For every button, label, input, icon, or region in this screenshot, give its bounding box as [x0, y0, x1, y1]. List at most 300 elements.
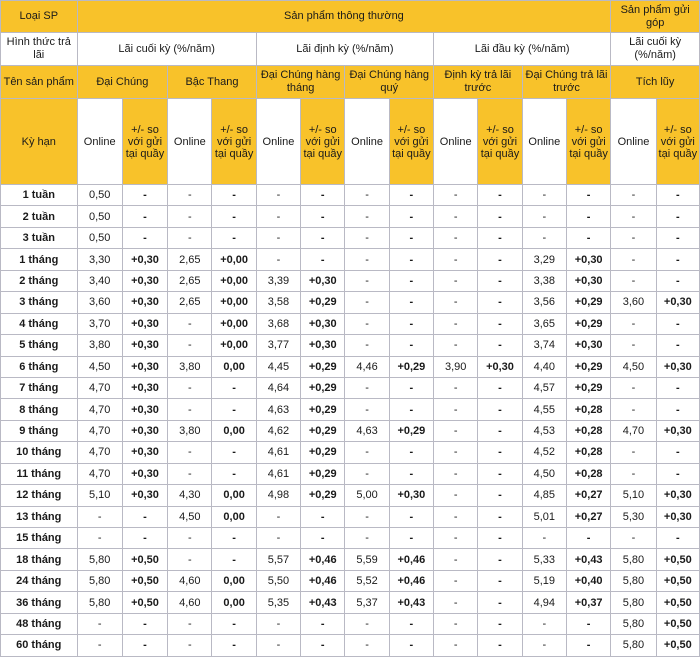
rate-cell: -: [522, 635, 566, 656]
diff-cell: +0,40: [566, 570, 610, 591]
diff-cell: -: [656, 185, 699, 206]
diff-cell: +0,29: [301, 377, 345, 398]
rate-cell: 4,85: [522, 485, 566, 506]
rate-cell: -: [434, 485, 478, 506]
diff-header: +/- so với gửi tại quầy: [656, 99, 699, 185]
diff-cell: -: [122, 635, 167, 656]
diff-cell: -: [478, 313, 522, 334]
diff-cell: +0,30: [301, 335, 345, 356]
rate-cell: 5,80: [77, 570, 122, 591]
diff-cell: +0,27: [566, 485, 610, 506]
rate-cell: -: [434, 249, 478, 270]
rate-cell: 4,70: [77, 442, 122, 463]
diff-cell: -: [212, 227, 256, 248]
diff-cell: +0,30: [122, 270, 167, 291]
diff-cell: +0,30: [122, 442, 167, 463]
diff-cell: +0,29: [301, 292, 345, 313]
table-row: [1, 206, 700, 227]
diff-cell: +0,46: [301, 570, 345, 591]
diff-cell: +0,29: [301, 420, 345, 441]
diff-header: +/- so với gửi tại quầy: [212, 99, 256, 185]
diff-cell: -: [478, 227, 522, 248]
diff-cell: -: [478, 549, 522, 570]
term-cell: 10 tháng: [1, 442, 78, 463]
rate-cell: -: [345, 463, 389, 484]
diff-cell: -: [478, 377, 522, 398]
rate-cell: -: [168, 335, 212, 356]
rate-cell: 4,52: [522, 442, 566, 463]
diff-cell: -: [478, 185, 522, 206]
diff-cell: -: [389, 313, 433, 334]
rate-cell: -: [256, 528, 300, 549]
diff-cell: -: [656, 399, 699, 420]
rate-cell: 3,30: [77, 249, 122, 270]
rate-cell: -: [256, 613, 300, 634]
rate-cell: -: [345, 377, 389, 398]
rate-cell: 5,19: [522, 570, 566, 591]
rate-cell: -: [611, 249, 656, 270]
diff-cell: -: [301, 635, 345, 656]
rate-cell: -: [611, 270, 656, 291]
diff-cell: -: [301, 613, 345, 634]
rate-cell: -: [434, 549, 478, 570]
online-header: Online: [434, 99, 478, 185]
diff-cell: -: [478, 635, 522, 656]
diff-cell: -: [478, 249, 522, 270]
diff-cell: 0,00: [212, 570, 256, 591]
diff-cell: +0,30: [566, 270, 610, 291]
rate-cell: -: [345, 292, 389, 313]
rate-cell: -: [345, 206, 389, 227]
term-cell: 60 tháng: [1, 635, 78, 656]
diff-cell: 0,00: [212, 506, 256, 527]
diff-cell: +0,30: [656, 506, 699, 527]
diff-cell: +0,50: [656, 613, 699, 634]
product-tich-luy: Tích lũy: [611, 66, 700, 99]
rate-cell: -: [345, 249, 389, 270]
rate-cell: -: [345, 528, 389, 549]
diff-cell: -: [478, 506, 522, 527]
rate-cell: 5,52: [345, 570, 389, 591]
diff-cell: +0,46: [301, 549, 345, 570]
diff-cell: -: [478, 570, 522, 591]
rate-cell: 4,46: [345, 356, 389, 377]
diff-cell: -: [656, 377, 699, 398]
rate-cell: -: [345, 442, 389, 463]
term-cell: 1 tháng: [1, 249, 78, 270]
rate-cell: 4,60: [168, 592, 212, 613]
diff-cell: -: [389, 292, 433, 313]
diff-cell: -: [301, 506, 345, 527]
table-row: [1, 463, 700, 484]
diff-cell: +0,43: [301, 592, 345, 613]
table-row: [1, 528, 700, 549]
diff-cell: -: [212, 528, 256, 549]
diff-cell: +0,50: [122, 570, 167, 591]
term-cell: 1 tuần: [1, 185, 78, 206]
rate-cell: 5,00: [345, 485, 389, 506]
rate-cell: 3,80: [77, 335, 122, 356]
diff-cell: +0,29: [301, 485, 345, 506]
product-dai-chung-quarterly: Đại Chúng hàng quý: [345, 66, 434, 99]
diff-cell: -: [212, 463, 256, 484]
rate-cell: 5,59: [345, 549, 389, 570]
diff-cell: -: [478, 528, 522, 549]
interest-upfront-header: Lãi đầu kỳ (%/năm): [434, 33, 611, 66]
diff-cell: +0,29: [301, 356, 345, 377]
rate-cell: -: [256, 249, 300, 270]
diff-cell: -: [478, 270, 522, 291]
diff-header: +/- so với gửi tại quầy: [301, 99, 345, 185]
rate-cell: -: [611, 185, 656, 206]
rate-cell: 4,61: [256, 463, 300, 484]
rate-cell: -: [434, 270, 478, 291]
table-row: [1, 635, 700, 656]
diff-cell: -: [212, 635, 256, 656]
diff-cell: +0,30: [478, 356, 522, 377]
diff-cell: +0,00: [212, 335, 256, 356]
rate-cell: -: [168, 528, 212, 549]
table-row: [1, 442, 700, 463]
rate-cell: 2,65: [168, 292, 212, 313]
diff-cell: +0,30: [122, 292, 167, 313]
diff-cell: 0,00: [212, 356, 256, 377]
rate-cell: 3,65: [522, 313, 566, 334]
diff-cell: -: [566, 635, 610, 656]
rate-cell: -: [256, 506, 300, 527]
term-cell: 12 tháng: [1, 485, 78, 506]
diff-cell: +0,30: [656, 292, 699, 313]
diff-header: +/- so với gửi tại quầy: [478, 99, 522, 185]
diff-cell: -: [301, 206, 345, 227]
term-cell: 9 tháng: [1, 420, 78, 441]
rate-cell: -: [168, 613, 212, 634]
diff-cell: -: [478, 442, 522, 463]
rate-cell: 4,63: [345, 420, 389, 441]
diff-cell: -: [566, 613, 610, 634]
rate-cell: -: [522, 528, 566, 549]
rate-cell: 4,30: [168, 485, 212, 506]
table-row: [1, 613, 700, 634]
rate-cell: 5,50: [256, 570, 300, 591]
rate-cell: -: [168, 399, 212, 420]
rate-cell: 4,64: [256, 377, 300, 398]
rate-cell: -: [611, 528, 656, 549]
diff-cell: -: [566, 227, 610, 248]
rate-cell: 5,10: [611, 485, 656, 506]
diff-cell: +0,30: [566, 335, 610, 356]
rate-cell: 3,60: [611, 292, 656, 313]
term-cell: 6 tháng: [1, 356, 78, 377]
term-cell: 11 tháng: [1, 463, 78, 484]
diff-header: +/- so với gửi tại quầy: [122, 99, 167, 185]
table-row: [1, 592, 700, 613]
rate-cell: 4,40: [522, 356, 566, 377]
diff-cell: -: [478, 420, 522, 441]
rate-cell: 3,40: [77, 270, 122, 291]
product-name-label: Tên sản phẩm: [1, 66, 78, 99]
rate-cell: -: [522, 227, 566, 248]
rate-cell: 5,10: [77, 485, 122, 506]
rate-cell: 2,65: [168, 270, 212, 291]
rate-cell: 4,60: [168, 570, 212, 591]
table-row: [1, 313, 700, 334]
table-row: [1, 420, 700, 441]
diff-cell: +0,30: [122, 463, 167, 484]
table-row: [1, 292, 700, 313]
table-row: [1, 249, 700, 270]
rate-cell: -: [168, 635, 212, 656]
rate-cell: -: [434, 420, 478, 441]
diff-cell: +0,00: [212, 249, 256, 270]
diff-cell: -: [212, 206, 256, 227]
diff-cell: -: [478, 206, 522, 227]
diff-cell: -: [212, 377, 256, 398]
diff-cell: +0,00: [212, 270, 256, 291]
diff-cell: +0,43: [566, 549, 610, 570]
diff-cell: -: [478, 613, 522, 634]
online-header: Online: [522, 99, 566, 185]
diff-cell: -: [389, 506, 433, 527]
diff-cell: +0,30: [656, 485, 699, 506]
rate-cell: 4,50: [168, 506, 212, 527]
rate-cell: -: [434, 335, 478, 356]
rate-cell: 4,57: [522, 377, 566, 398]
rate-cell: -: [434, 292, 478, 313]
rate-cell: 5,80: [77, 592, 122, 613]
table-row: [1, 270, 700, 291]
term-cell: 4 tháng: [1, 313, 78, 334]
rate-cell: -: [434, 399, 478, 420]
table-row: [1, 549, 700, 570]
rate-cell: -: [611, 463, 656, 484]
term-cell: 48 tháng: [1, 613, 78, 634]
rate-cell: 0,50: [77, 206, 122, 227]
rate-cell: -: [256, 635, 300, 656]
rate-cell: 3,29: [522, 249, 566, 270]
savings-products-header: Sản phẩm gửi góp: [611, 1, 700, 33]
rate-cell: -: [168, 377, 212, 398]
rate-cell: 4,53: [522, 420, 566, 441]
rate-cell: 4,50: [522, 463, 566, 484]
diff-cell: +0,50: [656, 635, 699, 656]
term-cell: 36 tháng: [1, 592, 78, 613]
rate-cell: -: [611, 206, 656, 227]
rate-cell: 3,56: [522, 292, 566, 313]
rate-cell: 3,80: [168, 356, 212, 377]
rate-cell: 5,35: [256, 592, 300, 613]
diff-cell: +0,29: [389, 356, 433, 377]
diff-cell: +0,29: [566, 292, 610, 313]
rate-cell: 3,90: [434, 356, 478, 377]
product-dai-chung: Đại Chúng: [77, 66, 168, 99]
rate-cell: 5,80: [611, 570, 656, 591]
diff-cell: +0,28: [566, 463, 610, 484]
rate-cell: -: [168, 463, 212, 484]
table-row: [1, 506, 700, 527]
rate-cell: 0,50: [77, 185, 122, 206]
rate-cell: -: [345, 613, 389, 634]
rate-cell: -: [168, 442, 212, 463]
diff-cell: -: [478, 592, 522, 613]
diff-cell: +0,30: [122, 335, 167, 356]
rate-cell: -: [345, 185, 389, 206]
table-row: [1, 227, 700, 248]
rate-cell: -: [345, 313, 389, 334]
diff-cell: -: [212, 399, 256, 420]
rate-cell: -: [434, 528, 478, 549]
diff-cell: +0,29: [566, 377, 610, 398]
diff-cell: +0,50: [656, 549, 699, 570]
rate-cell: 5,30: [611, 506, 656, 527]
diff-cell: -: [389, 463, 433, 484]
diff-cell: -: [122, 506, 167, 527]
rate-cell: 4,70: [77, 463, 122, 484]
diff-cell: -: [212, 549, 256, 570]
diff-cell: -: [389, 377, 433, 398]
rate-cell: 5,80: [611, 613, 656, 634]
rate-cell: -: [611, 442, 656, 463]
rate-cell: 4,70: [77, 377, 122, 398]
rate-cell: -: [345, 506, 389, 527]
rate-cell: 5,01: [522, 506, 566, 527]
rate-cell: -: [256, 206, 300, 227]
diff-cell: +0,30: [301, 270, 345, 291]
online-header: Online: [256, 99, 300, 185]
rate-cell: -: [522, 613, 566, 634]
diff-cell: +0,29: [566, 356, 610, 377]
diff-cell: -: [212, 185, 256, 206]
diff-cell: +0,50: [656, 570, 699, 591]
rate-cell: -: [611, 377, 656, 398]
diff-cell: +0,30: [122, 249, 167, 270]
diff-cell: -: [478, 399, 522, 420]
rate-cell: 3,60: [77, 292, 122, 313]
diff-cell: -: [656, 335, 699, 356]
table-row: [1, 335, 700, 356]
diff-cell: +0,30: [122, 485, 167, 506]
term-cell: 5 tháng: [1, 335, 78, 356]
rate-cell: -: [434, 442, 478, 463]
rate-cell: 3,58: [256, 292, 300, 313]
diff-cell: -: [389, 528, 433, 549]
product-dai-chung-monthly: Đại Chúng hàng tháng: [256, 66, 345, 99]
diff-cell: -: [389, 613, 433, 634]
rate-cell: 4,45: [256, 356, 300, 377]
online-header: Online: [168, 99, 212, 185]
term-cell: 7 tháng: [1, 377, 78, 398]
rate-cell: -: [611, 335, 656, 356]
diff-cell: -: [656, 463, 699, 484]
diff-cell: +0,50: [122, 549, 167, 570]
rate-cell: -: [345, 227, 389, 248]
term-cell: 2 tuần: [1, 206, 78, 227]
rate-cell: 5,80: [611, 549, 656, 570]
diff-cell: -: [389, 227, 433, 248]
diff-cell: +0,00: [212, 313, 256, 334]
diff-header: +/- so với gửi tại quầy: [389, 99, 433, 185]
rate-cell: -: [434, 377, 478, 398]
rate-cell: -: [434, 463, 478, 484]
diff-cell: -: [478, 292, 522, 313]
rate-cell: 4,61: [256, 442, 300, 463]
rate-cell: 4,70: [611, 420, 656, 441]
diff-cell: +0,30: [122, 377, 167, 398]
diff-cell: 0,00: [212, 485, 256, 506]
rate-cell: 3,77: [256, 335, 300, 356]
rate-cell: -: [434, 506, 478, 527]
rate-cell: -: [611, 313, 656, 334]
table-row: [1, 377, 700, 398]
rate-cell: -: [168, 185, 212, 206]
diff-cell: +0,30: [656, 420, 699, 441]
rate-cell: 5,37: [345, 592, 389, 613]
rate-cell: -: [77, 613, 122, 634]
diff-cell: -: [566, 528, 610, 549]
diff-cell: -: [656, 313, 699, 334]
diff-cell: +0,43: [389, 592, 433, 613]
rate-cell: -: [77, 528, 122, 549]
rate-cell: 3,38: [522, 270, 566, 291]
diff-cell: -: [566, 185, 610, 206]
rate-cell: -: [434, 313, 478, 334]
term-cell: 2 tháng: [1, 270, 78, 291]
diff-cell: +0,29: [389, 420, 433, 441]
payment-method-label: Hình thức trả lãi: [1, 33, 78, 66]
diff-cell: -: [212, 442, 256, 463]
rate-cell: -: [434, 635, 478, 656]
rate-cell: -: [434, 570, 478, 591]
diff-cell: -: [656, 528, 699, 549]
rate-cell: -: [522, 185, 566, 206]
term-cell: 3 tháng: [1, 292, 78, 313]
interest-end-savings-header: Lãi cuối kỳ (%/năm): [611, 33, 700, 66]
rate-cell: 4,63: [256, 399, 300, 420]
diff-cell: +0,50: [122, 592, 167, 613]
online-header: Online: [345, 99, 389, 185]
diff-cell: -: [122, 227, 167, 248]
rate-cell: -: [345, 270, 389, 291]
diff-cell: -: [478, 463, 522, 484]
rate-cell: 4,98: [256, 485, 300, 506]
rate-cell: 4,70: [77, 399, 122, 420]
rate-cell: 3,70: [77, 313, 122, 334]
diff-cell: -: [656, 227, 699, 248]
rate-cell: -: [434, 227, 478, 248]
diff-cell: -: [389, 635, 433, 656]
rate-cell: 4,94: [522, 592, 566, 613]
diff-cell: -: [122, 206, 167, 227]
diff-cell: -: [656, 206, 699, 227]
product-type-label: Loại SP: [1, 1, 78, 33]
rate-cell: -: [434, 613, 478, 634]
rate-cell: 2,65: [168, 249, 212, 270]
diff-cell: +0,27: [566, 506, 610, 527]
term-label: Kỳ hạn: [1, 99, 78, 185]
rate-cell: 5,57: [256, 549, 300, 570]
table-row: [1, 570, 700, 591]
table-row: [1, 185, 700, 206]
rate-cell: -: [522, 206, 566, 227]
term-cell: 13 tháng: [1, 506, 78, 527]
rate-cell: 4,70: [77, 420, 122, 441]
interest-periodic-header: Lãi định kỳ (%/năm): [256, 33, 433, 66]
rate-cell: 5,80: [611, 592, 656, 613]
diff-cell: -: [389, 270, 433, 291]
table-row: [1, 485, 700, 506]
online-header: Online: [77, 99, 122, 185]
regular-products-header: Sản phẩm thông thường: [77, 1, 611, 33]
